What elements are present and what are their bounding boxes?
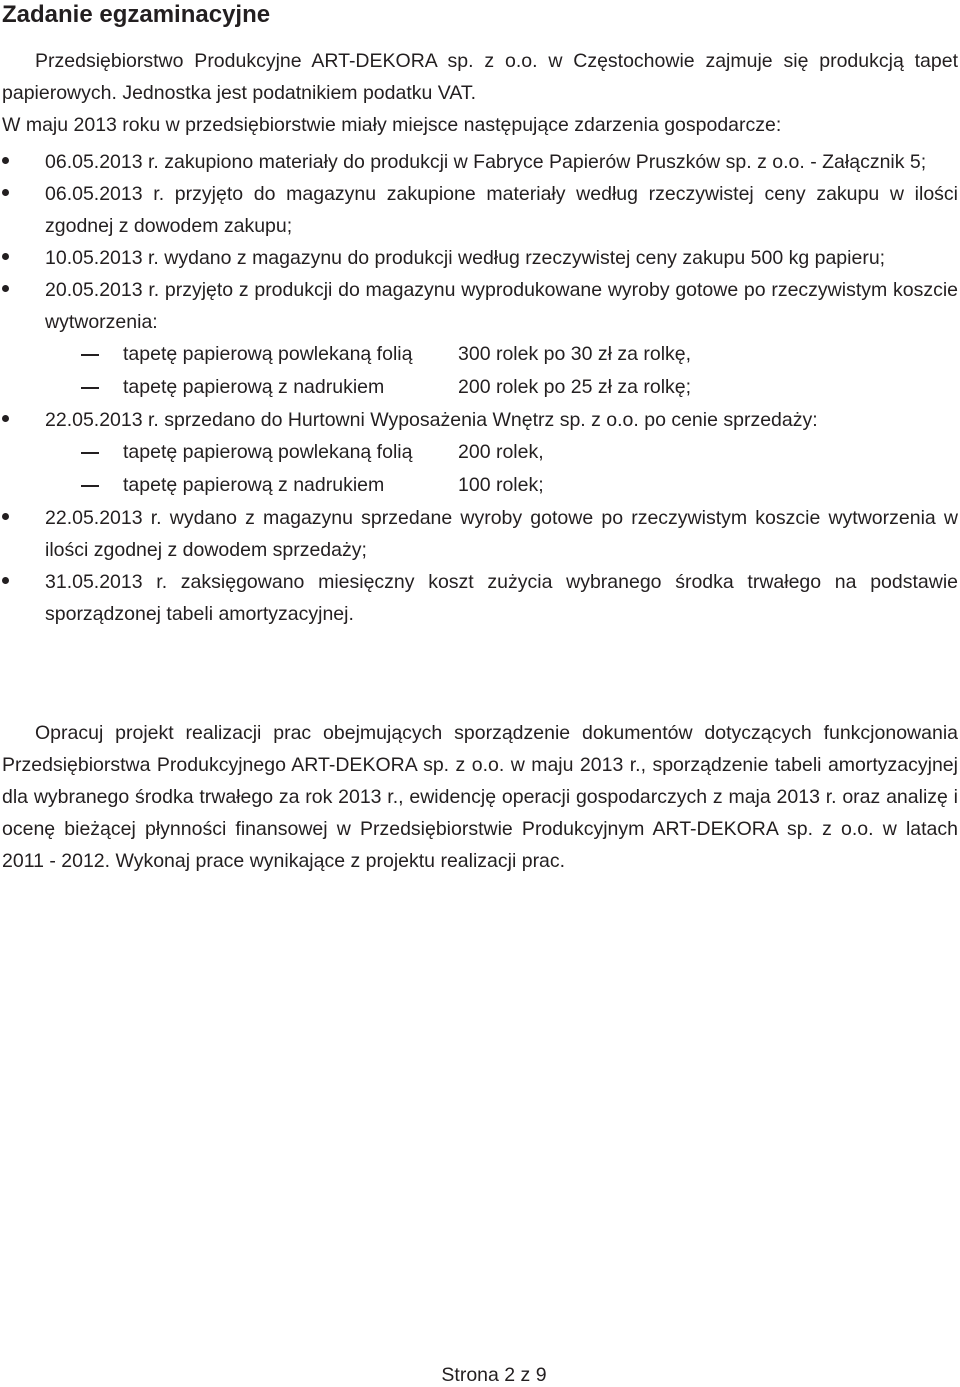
sub-item-product: tapetę papierową powlekaną folią — [123, 441, 413, 463]
dash-icon — [81, 371, 99, 404]
event-sub-list — [45, 338, 958, 404]
sub-item-product: tapetę papierową powlekaną folią — [123, 343, 413, 365]
sub-item-quantity: 200 rolek po 25 zł za rolkę; — [458, 376, 692, 398]
event-item — [2, 566, 958, 630]
bullet-icon — [2, 285, 9, 292]
sub-list-item — [45, 436, 958, 469]
bullet-icon — [2, 577, 9, 584]
event-text: 06.05.2013 r. przyjęto do magazynu zakupione materiały według rzeczywistej ceny zakupu w ilości zgodnej z dowodem zakupu; — [45, 183, 958, 237]
event-item — [2, 242, 958, 274]
sub-item-product: tapetę papierową z nadrukiem — [123, 474, 385, 496]
events-list — [2, 146, 958, 630]
dash-icon — [81, 436, 99, 469]
event-item — [2, 502, 958, 566]
event-text: 31.05.2013 r. zaksięgowano miesięczny koszt zużycia wybranego środka trwałego na podstawie sporządzonej tabeli amortyzacyjnej. — [45, 571, 958, 625]
intro-paragraph-events-lead: W maju 2013 roku w przedsiębiorstwie miały miejsce następujące zdarzenia gospodarcze: — [2, 114, 782, 136]
event-text: 20.05.2013 r. przyjęto z produkcji do magazynu wyprodukowane wyroby gotowe po rzeczywistym koszcie wytworzenia: — [45, 279, 958, 333]
sub-item-quantity: 200 rolek, — [458, 441, 544, 463]
intro-paragraph-company: Przedsiębiorstwo Produkcyjne ART-DEKORA sp. z o.o. w Częstochowie zajmuje się produkcją tapet papierowych. Jednostka jest podatnikiem podatku VAT. — [2, 50, 958, 104]
bullet-icon — [2, 415, 9, 422]
bullet-icon — [2, 157, 9, 164]
intro-section — [2, 45, 958, 141]
event-text: 10.05.2013 r. wydano z magazynu do produkcji według rzeczywistej ceny zakupu 500 kg papieru; — [45, 247, 886, 269]
bullet-icon — [2, 253, 9, 260]
page-number: Strona 2 z 9 — [441, 1364, 547, 1386]
event-text: 22.05.2013 r. sprzedano do Hurtowni Wyposażenia Wnętrz sp. z o.o. po cenie sprzedaży: — [45, 409, 818, 431]
event-text: 22.05.2013 r. wydano z magazynu sprzedane wyroby gotowe po rzeczywistym koszcie wytworzenia w ilości zgodnej z dowodem sprzedaży; — [45, 507, 958, 561]
event-item — [2, 178, 958, 242]
sub-list-item — [45, 371, 958, 404]
sub-list-item — [45, 338, 958, 371]
dash-icon — [81, 338, 99, 371]
event-item — [2, 404, 958, 502]
bullet-icon — [2, 189, 9, 196]
sub-item-quantity: 100 rolek; — [458, 474, 544, 496]
dash-icon — [81, 469, 99, 502]
sub-list-item — [45, 469, 958, 502]
closing-section — [2, 717, 958, 877]
event-item — [2, 274, 958, 404]
page-title: Zadanie egzaminacyjne — [2, 1, 271, 28]
bullet-icon — [2, 513, 9, 520]
sub-item-product: tapetę papierową z nadrukiem — [123, 376, 385, 398]
event-item — [2, 146, 958, 178]
sub-item-quantity: 300 rolek po 30 zł za rolkę, — [458, 343, 692, 365]
event-sub-list — [45, 436, 958, 502]
event-text: 06.05.2013 r. zakupiono materiały do produkcji w Fabryce Papierów Pruszków sp. z o.o. - Załącznik 5; — [45, 151, 927, 173]
task-paragraph: Opracuj projekt realizacji prac obejmujących sporządzenie dokumentów dotyczących funkcjonowania Przedsiębiorstwa Produkcyjnego ART-DEKORA sp. z o.o. w maju 2013 r., sporządzenie tabeli amortyzacyjnej dla wybranego środka trwałego za rok 2013 r., ewidencję operacji gospodarczych z maja 2013 r. oraz analizę i ocenę bieżącej płynności finansowej w Przedsiębiorstwie Produkcyjnym ART-DEKORA sp. z o.o. w latach 2011 - 2012. Wykonaj prace wynikające z projektu realizacji prac. — [2, 722, 958, 872]
